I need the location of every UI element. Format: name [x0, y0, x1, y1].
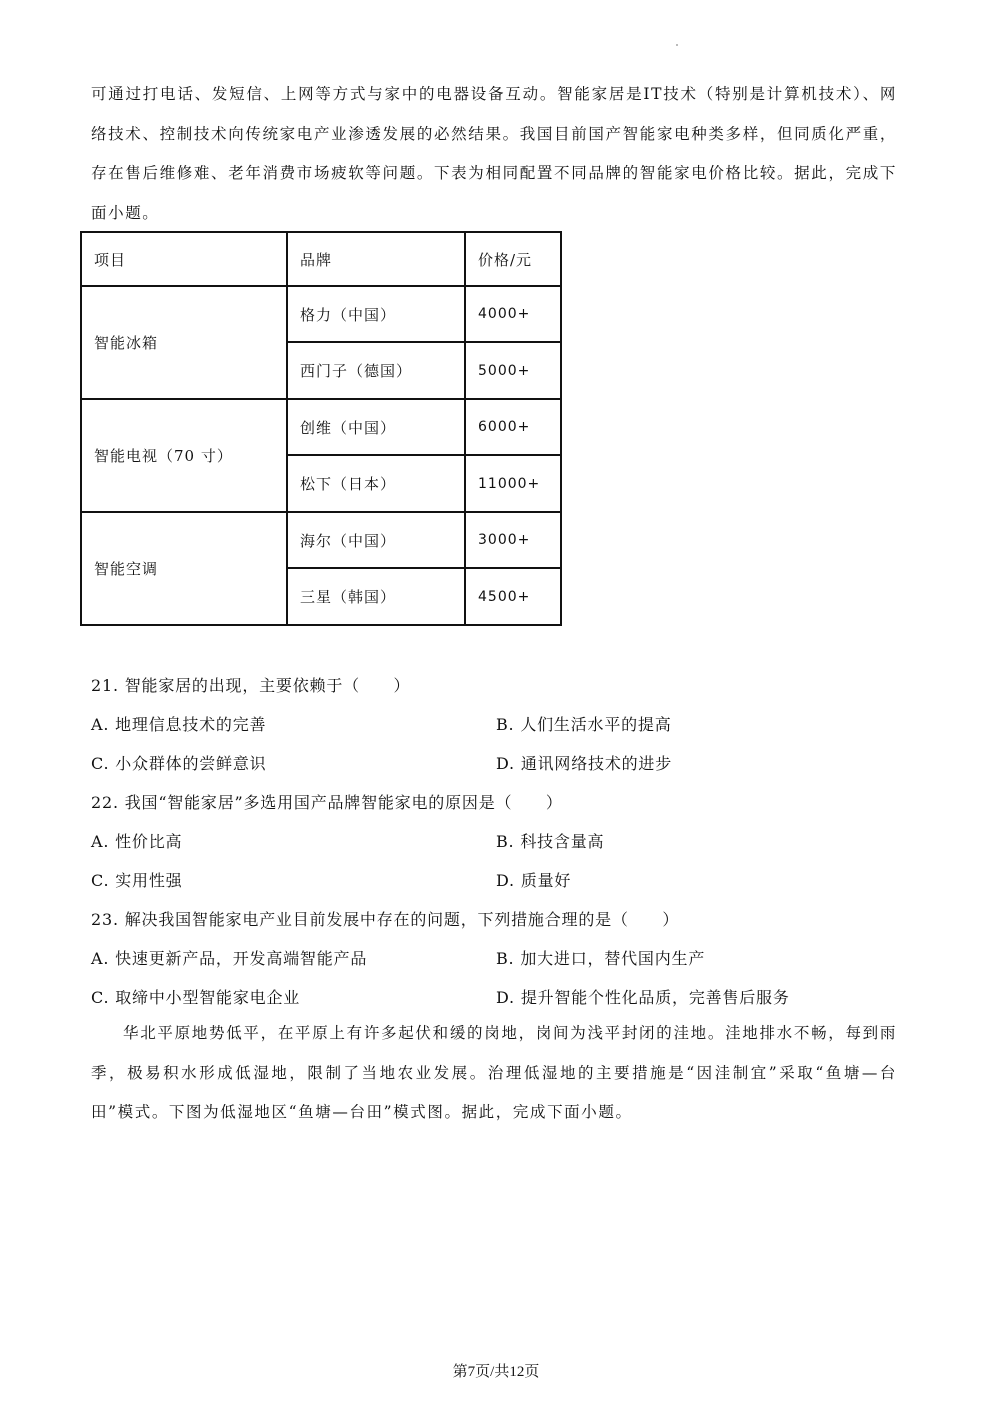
question-21-option-b[interactable]: B. 人们生活水平的提高: [496, 715, 672, 734]
price-cell: 6000+: [465, 399, 561, 455]
brand-cell: 西门子（德国）: [287, 342, 465, 399]
brand-cell: 海尔（中国）: [287, 512, 465, 568]
question-23-stem: 23. 解决我国智能家电产业目前发展中存在的问题，下列措施合理的是（ ）: [91, 910, 680, 929]
question-21-option-c[interactable]: C. 小众群体的尝鲜意识: [91, 754, 267, 773]
table-row: [81, 512, 561, 568]
item-cell: 智能空调: [81, 512, 287, 625]
item-cell: 智能冰箱: [81, 286, 287, 399]
price-comparison-table: [80, 231, 562, 626]
price-cell: 11000+: [465, 455, 561, 512]
question-23-option-d[interactable]: D. 提升智能个性化品质，完善售后服务: [496, 988, 790, 1007]
brand-cell: 格力（中国）: [287, 286, 465, 342]
scan-dot: [676, 44, 678, 46]
header-item: 项目: [81, 232, 287, 286]
price-cell: 4000+: [465, 286, 561, 342]
question-21-option-d[interactable]: D. 通讯网络技术的进步: [496, 754, 673, 773]
header-brand: 品牌: [287, 232, 465, 286]
price-cell: 4500+: [465, 568, 561, 625]
question-21-stem: 21. 智能家居的出现，主要依赖于（ ）: [91, 676, 411, 695]
question-22-stem: 22. 我国“智能家居”多选用国产品牌智能家电的原因是（ ）: [91, 793, 563, 812]
price-cell: 3000+: [465, 512, 561, 568]
question-23-option-a[interactable]: A. 快速更新产品，开发高端智能产品: [91, 949, 368, 968]
table-header-row: [81, 232, 561, 286]
intro-paragraph: 可通过打电话、发短信、上网等方式与家中的电器设备互动。智能家居是IT技术（特别是计算机技术）、网络技术、控制技术向传统家电产业渗透发展的必然结果。我国目前国产智能家电种类多样，但同质化严重，存在售后维修难、老年消费市场疲软等问题。下表为相同配置不同品牌的智能家电价格比较。据此，完成下面小题。: [91, 85, 897, 222]
brand-cell: 松下（日本）: [287, 455, 465, 512]
question-23-option-b[interactable]: B. 加大进口，替代国内生产: [496, 949, 706, 968]
brand-cell: 三星（韩国）: [287, 568, 465, 625]
question-22-option-d[interactable]: D. 质量好: [496, 871, 572, 890]
header-price: 价格/元: [465, 232, 561, 286]
question-23-option-c[interactable]: C. 取缔中小型智能家电企业: [91, 988, 301, 1007]
question-21-option-a[interactable]: A. 地理信息技术的完善: [91, 715, 267, 734]
item-cell: 智能电视（70 寸）: [81, 399, 287, 512]
question-22-option-c[interactable]: C. 实用性强: [91, 871, 183, 890]
question-22-option-a[interactable]: A. 性价比高: [91, 832, 183, 851]
brand-cell: 创维（中国）: [287, 399, 465, 455]
table-row: [81, 399, 561, 455]
second-paragraph: 华北平原地势低平，在平原上有许多起伏和缓的岗地，岗间为浅平封闭的洼地。洼地排水不畅，每到雨季，极易积水形成低湿地，限制了当地农业发展。治理低湿地的主要措施是“因洼制宜”采取“鱼塘—台田”模式。下图为低湿地区“鱼塘—台田”模式图。据此，完成下面小题。: [91, 1024, 897, 1121]
page-footer: 第7页/共12页: [452, 1364, 540, 1380]
table-row: [81, 286, 561, 342]
question-22-option-b[interactable]: B. 科技含量高: [496, 832, 605, 851]
price-cell: 5000+: [465, 342, 561, 399]
